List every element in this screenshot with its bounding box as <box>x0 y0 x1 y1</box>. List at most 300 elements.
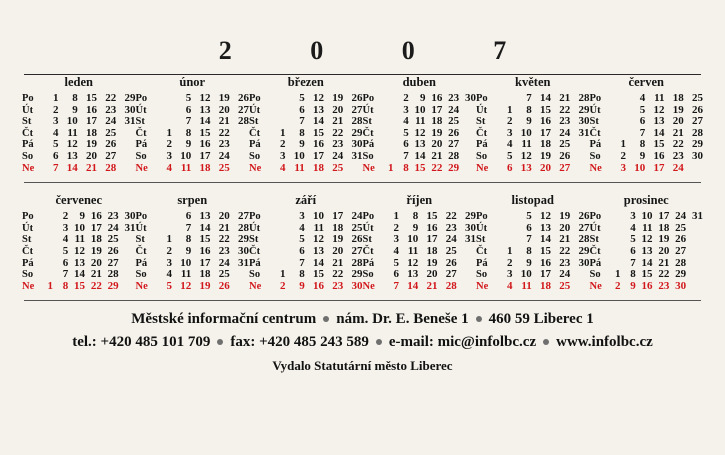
day-cell: 27 <box>578 221 590 234</box>
day-cell: 7 <box>630 256 636 269</box>
day-of-week-label: Pá <box>22 139 34 151</box>
day-cell <box>266 223 285 235</box>
day-cell: 8 <box>526 244 532 257</box>
day-cell: 7 <box>526 92 532 104</box>
week-day-row <box>363 223 477 235</box>
month-name: červen <box>628 75 664 89</box>
day-cell <box>459 128 476 140</box>
day-cell: 26 <box>692 103 703 116</box>
day-of-week-label: Út <box>476 222 488 234</box>
day-cell: 18 <box>332 221 344 234</box>
day-cell: 9 <box>639 149 646 162</box>
day-cell: 4 <box>639 92 646 104</box>
day-cell: 21 <box>559 233 571 246</box>
day-cell: 4 <box>166 268 172 281</box>
day-cell: 8 <box>185 126 192 139</box>
week-day-row <box>476 223 590 235</box>
day-cell: 5 <box>639 103 646 116</box>
day-cell: 7 <box>62 268 69 281</box>
day-cell: 16 <box>653 149 665 162</box>
footer-publisher-line: Vydalo Statutární město Liberec <box>272 358 453 374</box>
day-cell: 23 <box>332 138 344 151</box>
day-of-week-label: Čt <box>362 127 374 139</box>
day-cell: 20 <box>559 221 571 234</box>
day-cell: 28 <box>445 279 457 292</box>
day-of-week-label: St <box>135 116 145 128</box>
day-cell: 3 <box>393 233 399 246</box>
week-day-row <box>363 151 477 163</box>
day-of-week-label: Čt <box>249 245 261 257</box>
day-cell: 26 <box>351 92 363 104</box>
day-cell: 6 <box>630 244 636 257</box>
month-block <box>22 193 136 292</box>
day-cell: 29 <box>124 92 136 104</box>
week-day-row <box>590 128 704 140</box>
day-cell <box>266 93 285 105</box>
day-of-week-label: Po <box>476 93 488 104</box>
day-of-week-label: Út <box>249 222 261 234</box>
day-cell: 16 <box>199 244 211 257</box>
day-cell: 17 <box>539 126 551 139</box>
month-name: prosinec <box>623 193 669 208</box>
day-of-week-label: Pá <box>362 139 375 151</box>
day-of-week-label: Čt <box>22 127 34 139</box>
month-block <box>476 75 590 174</box>
day-cell <box>686 223 703 235</box>
day-cell: 14 <box>539 92 551 104</box>
day-cell: 8 <box>185 233 192 246</box>
day-cell: 19 <box>559 210 571 223</box>
day-cell: 20 <box>332 103 344 116</box>
day-cell: 26 <box>238 92 249 104</box>
day-cell: 14 <box>74 268 86 281</box>
day-cell: 15 <box>539 244 551 257</box>
months-row-second-half <box>18 193 707 292</box>
day-cell: 13 <box>74 256 86 269</box>
day-cell <box>343 163 362 175</box>
day-cell: 1 <box>52 92 59 104</box>
day-cell: 15 <box>74 279 86 292</box>
day-cell: 3 <box>506 126 513 139</box>
day-cell: 11 <box>294 161 305 174</box>
day-cell: 12 <box>539 210 551 223</box>
month-name: srpen <box>177 193 208 208</box>
day-cell: 14 <box>199 115 211 128</box>
day-cell: 17 <box>199 256 211 269</box>
day-cell: 28 <box>692 126 703 139</box>
week-day-row <box>363 258 477 270</box>
day-cell <box>684 163 703 175</box>
separator-dot-icon <box>543 339 549 345</box>
footer-address-line <box>18 311 707 328</box>
day-of-week-label: St <box>249 234 259 246</box>
week-day-row <box>590 139 704 151</box>
day-cell: 22 <box>332 126 344 139</box>
day-cell: 31 <box>238 256 249 269</box>
day-cell: 6 <box>299 244 305 257</box>
week-day-row <box>249 128 363 140</box>
day-cell: 18 <box>539 279 551 292</box>
day-of-week-label: St <box>589 234 599 246</box>
day-cell: 9 <box>420 92 426 104</box>
footer-segment: nám. Dr. E. Beneše 1 <box>336 311 469 328</box>
day-cell: 10 <box>293 149 305 162</box>
day-cell: 3 <box>279 149 286 162</box>
day-cell <box>38 211 53 223</box>
day-cell: 28 <box>351 256 363 269</box>
week-day-row <box>249 105 363 117</box>
day-cell: 6 <box>52 149 59 162</box>
day-cell: 3 <box>630 210 636 223</box>
month-table <box>363 211 477 292</box>
day-cell: 1 <box>166 233 172 246</box>
week-day-row <box>590 93 704 105</box>
months-row-first-half <box>18 75 707 174</box>
day-cell <box>459 105 476 117</box>
day-of-week-label: Čt <box>589 245 601 257</box>
day-cell: 11 <box>642 221 653 234</box>
day-cell: 10 <box>74 221 86 234</box>
day-cell: 19 <box>199 279 211 292</box>
week-day-row <box>22 139 136 151</box>
day-cell: 1 <box>620 138 626 151</box>
month-table <box>590 93 704 174</box>
day-cell: 20 <box>85 149 97 162</box>
week-day-row <box>476 211 590 223</box>
day-cell: 29 <box>107 279 119 292</box>
week-day-row <box>22 151 136 163</box>
month-table <box>136 93 250 174</box>
day-cell: 14 <box>641 256 653 269</box>
day-cell: 11 <box>313 221 324 234</box>
day-cell: 14 <box>653 126 665 139</box>
day-cell: 5 <box>299 92 305 104</box>
day-cell <box>457 269 476 281</box>
day-cell: 16 <box>312 279 324 292</box>
day-of-week-label: St <box>22 234 32 246</box>
day-cell: 28 <box>578 92 590 104</box>
day-cell: 1 <box>393 210 399 223</box>
week-day-row <box>249 139 363 151</box>
day-of-week-label: So <box>476 269 488 281</box>
week-day-row <box>136 163 250 175</box>
day-cell: 17 <box>199 149 211 162</box>
day-cell: 21 <box>426 279 438 292</box>
day-cell: 5 <box>299 233 305 246</box>
week-day-row <box>136 223 250 235</box>
day-cell: 8 <box>639 138 646 151</box>
day-cell: 3 <box>52 115 59 128</box>
month-block <box>363 193 477 292</box>
day-cell: 27 <box>107 256 119 269</box>
separator-dot-icon <box>217 339 223 345</box>
month-name: říjen <box>406 193 433 208</box>
week-day-row <box>249 281 363 293</box>
day-cell: 26 <box>351 233 363 246</box>
day-cell: 17 <box>653 161 665 174</box>
day-cell: 11 <box>407 244 419 257</box>
day-cell <box>686 258 703 270</box>
month-block <box>590 75 704 174</box>
day-of-week-label: So <box>249 150 261 162</box>
day-cell: 31 <box>692 210 703 223</box>
week-day-row <box>590 246 704 258</box>
day-cell: 19 <box>332 92 344 104</box>
day-cell: 19 <box>332 233 344 246</box>
day-cell: 22 <box>218 233 230 246</box>
day-cell: 17 <box>426 233 438 246</box>
day-cell <box>266 105 285 117</box>
day-cell: 28 <box>448 149 460 162</box>
day-of-week-label: Pá <box>589 257 602 269</box>
day-cell: 7 <box>299 256 305 269</box>
day-cell: 24 <box>107 221 119 234</box>
week-day-row <box>136 258 250 270</box>
day-of-week-label: So <box>22 150 34 162</box>
day-cell: 12 <box>641 233 653 246</box>
week-day-row <box>476 163 590 175</box>
day-cell: 8 <box>526 103 532 116</box>
day-cell <box>378 116 393 128</box>
day-cell: 3 <box>166 256 172 269</box>
day-cell: 31 <box>465 233 476 246</box>
day-cell: 12 <box>520 149 532 162</box>
week-day-row <box>249 211 363 223</box>
day-cell: 17 <box>312 149 324 162</box>
day-cell <box>38 223 53 235</box>
day-cell: 7 <box>403 149 409 162</box>
day-cell: 10 <box>520 126 532 139</box>
day-cell: 23 <box>658 279 670 292</box>
day-of-week-label: St <box>249 116 259 128</box>
day-cell <box>493 93 512 105</box>
day-cell: 9 <box>185 138 192 151</box>
day-cell: 22 <box>332 268 344 281</box>
month-block <box>22 75 136 174</box>
week-day-row <box>363 93 477 105</box>
week-day-row <box>363 211 477 223</box>
day-cell: 13 <box>539 221 551 234</box>
day-cell <box>38 269 53 281</box>
day-cell: 28 <box>107 268 119 281</box>
day-cell: 26 <box>578 210 590 223</box>
day-cell: 20 <box>426 268 438 281</box>
day-cell <box>230 269 249 281</box>
day-cell: 29 <box>675 268 687 281</box>
day-cell: 18 <box>658 221 670 234</box>
day-cell: 1 <box>506 103 513 116</box>
day-cell: 26 <box>559 149 571 162</box>
day-of-week-label: Ne <box>362 162 375 174</box>
day-of-week-label: Ne <box>589 162 602 174</box>
day-of-week-label: Pá <box>135 257 148 269</box>
day-cell: 11 <box>415 115 426 128</box>
day-cell: 3 <box>299 210 305 223</box>
footer <box>18 311 707 374</box>
day-cell: 8 <box>630 268 636 281</box>
day-of-week-label: Čt <box>135 245 147 257</box>
day-of-week-label: Pá <box>249 257 261 269</box>
footer-segment: tel.: +420 485 101 709 <box>72 334 211 351</box>
day-cell <box>378 128 393 140</box>
day-cell: 22 <box>105 92 117 104</box>
day-of-week-label: So <box>135 150 147 162</box>
day-cell <box>378 151 393 163</box>
day-cell: 10 <box>641 210 653 223</box>
day-of-week-label: St <box>22 116 32 128</box>
day-of-week-label: St <box>476 116 486 128</box>
day-cell: 19 <box>539 149 551 162</box>
day-of-week-label: Po <box>22 211 34 223</box>
day-cell: 2 <box>52 103 59 116</box>
week-day-row <box>249 269 363 281</box>
day-of-week-label: Ne <box>22 162 35 174</box>
day-cell: 13 <box>641 244 653 257</box>
day-of-week-label: Út <box>362 104 374 116</box>
day-cell <box>686 246 703 258</box>
day-cell <box>116 139 135 151</box>
day-cell: 31 <box>351 149 363 162</box>
month-name: březen <box>287 75 324 89</box>
day-cell: 28 <box>675 256 687 269</box>
day-cell <box>230 163 249 175</box>
week-day-row <box>22 246 136 258</box>
day-cell <box>686 269 703 281</box>
day-cell: 24 <box>351 210 363 223</box>
day-cell: 14 <box>199 221 211 234</box>
day-cell: 25 <box>448 115 460 128</box>
day-cell: 3 <box>166 149 172 162</box>
day-cell: 7 <box>185 221 192 234</box>
day-of-week-label: St <box>589 116 599 128</box>
footer-segment: www.infolbc.cz <box>556 334 653 351</box>
day-cell: 9 <box>526 256 532 269</box>
day-cell: 21 <box>332 256 344 269</box>
day-cell: 13 <box>199 103 211 116</box>
day-cell: 19 <box>426 256 438 269</box>
day-cell: 14 <box>312 256 324 269</box>
day-cell <box>607 93 626 105</box>
day-cell: 26 <box>675 233 687 246</box>
month-block <box>136 75 250 174</box>
month-table <box>249 211 363 292</box>
day-of-week-label: Ne <box>135 280 148 292</box>
day-of-week-label: Pá <box>362 257 375 269</box>
day-cell: 30 <box>692 149 703 162</box>
day-cell <box>605 234 620 246</box>
day-cell: 31 <box>578 126 590 139</box>
day-cell <box>38 258 53 270</box>
day-cell: 24 <box>448 103 460 116</box>
day-of-week-label: Po <box>249 93 261 104</box>
week-day-row <box>22 163 136 175</box>
day-cell: 28 <box>578 233 590 246</box>
day-cell: 30 <box>675 279 687 292</box>
day-of-week-label: Ne <box>589 280 602 292</box>
day-cell <box>266 246 285 258</box>
month-table <box>22 211 136 292</box>
day-cell: 18 <box>426 244 438 257</box>
day-cell: 7 <box>393 279 399 292</box>
day-cell: 24 <box>672 161 684 174</box>
day-of-week-label: So <box>589 269 601 281</box>
day-of-week-label: Út <box>135 222 147 234</box>
day-cell <box>230 139 249 151</box>
week-day-row <box>136 105 250 117</box>
week-day-row <box>249 258 363 270</box>
day-cell: 29 <box>448 161 460 174</box>
day-cell: 13 <box>407 268 419 281</box>
day-cell: 8 <box>403 161 409 174</box>
day-cell: 27 <box>351 103 363 116</box>
week-day-row <box>476 105 590 117</box>
day-cell: 6 <box>393 268 399 281</box>
day-cell: 17 <box>85 115 97 128</box>
day-cell: 28 <box>238 221 249 234</box>
day-cell: 17 <box>431 103 443 116</box>
day-cell: 15 <box>85 92 97 104</box>
day-of-week-label: Pá <box>22 257 34 269</box>
week-day-row <box>476 116 590 128</box>
day-cell: 3 <box>506 268 513 281</box>
day-cell: 28 <box>351 115 363 128</box>
day-of-week-label: Čt <box>589 127 601 139</box>
month-block <box>136 193 250 292</box>
month-table <box>136 211 250 292</box>
day-cell <box>116 163 135 175</box>
day-cell: 25 <box>351 221 363 234</box>
day-cell: 23 <box>218 138 230 151</box>
day-cell: 26 <box>448 126 460 139</box>
day-cell: 13 <box>66 149 78 162</box>
day-cell: 24 <box>559 268 571 281</box>
day-cell: 25 <box>332 161 344 174</box>
day-cell <box>686 281 703 293</box>
day-cell: 4 <box>166 161 172 174</box>
day-cell <box>570 269 589 281</box>
day-cell <box>570 163 589 175</box>
day-cell: 1 <box>387 161 394 174</box>
day-cell: 29 <box>238 233 249 246</box>
day-of-week-label: Út <box>22 104 34 116</box>
day-cell: 22 <box>90 279 102 292</box>
day-cell: 19 <box>431 126 443 139</box>
day-cell <box>457 281 476 293</box>
day-cell: 10 <box>312 210 324 223</box>
day-cell: 12 <box>653 103 665 116</box>
day-cell <box>266 211 285 223</box>
day-cell <box>378 93 393 105</box>
day-cell <box>378 105 393 117</box>
day-cell: 22 <box>445 210 457 223</box>
day-cell: 2 <box>62 210 69 223</box>
day-cell <box>607 116 626 128</box>
day-of-week-label: Čt <box>362 245 374 257</box>
day-cell: 30 <box>351 279 363 292</box>
day-cell: 1 <box>47 279 53 292</box>
week-day-row <box>136 128 250 140</box>
day-cell: 4 <box>62 233 69 246</box>
day-of-week-label: So <box>362 150 374 162</box>
day-cell: 4 <box>506 279 513 292</box>
day-cell: 29 <box>578 244 590 257</box>
day-cell: 29 <box>692 138 703 151</box>
day-cell: 21 <box>90 268 102 281</box>
day-cell: 29 <box>351 268 363 281</box>
week-day-row <box>590 163 704 175</box>
day-cell: 20 <box>431 138 443 151</box>
week-day-row <box>249 223 363 235</box>
